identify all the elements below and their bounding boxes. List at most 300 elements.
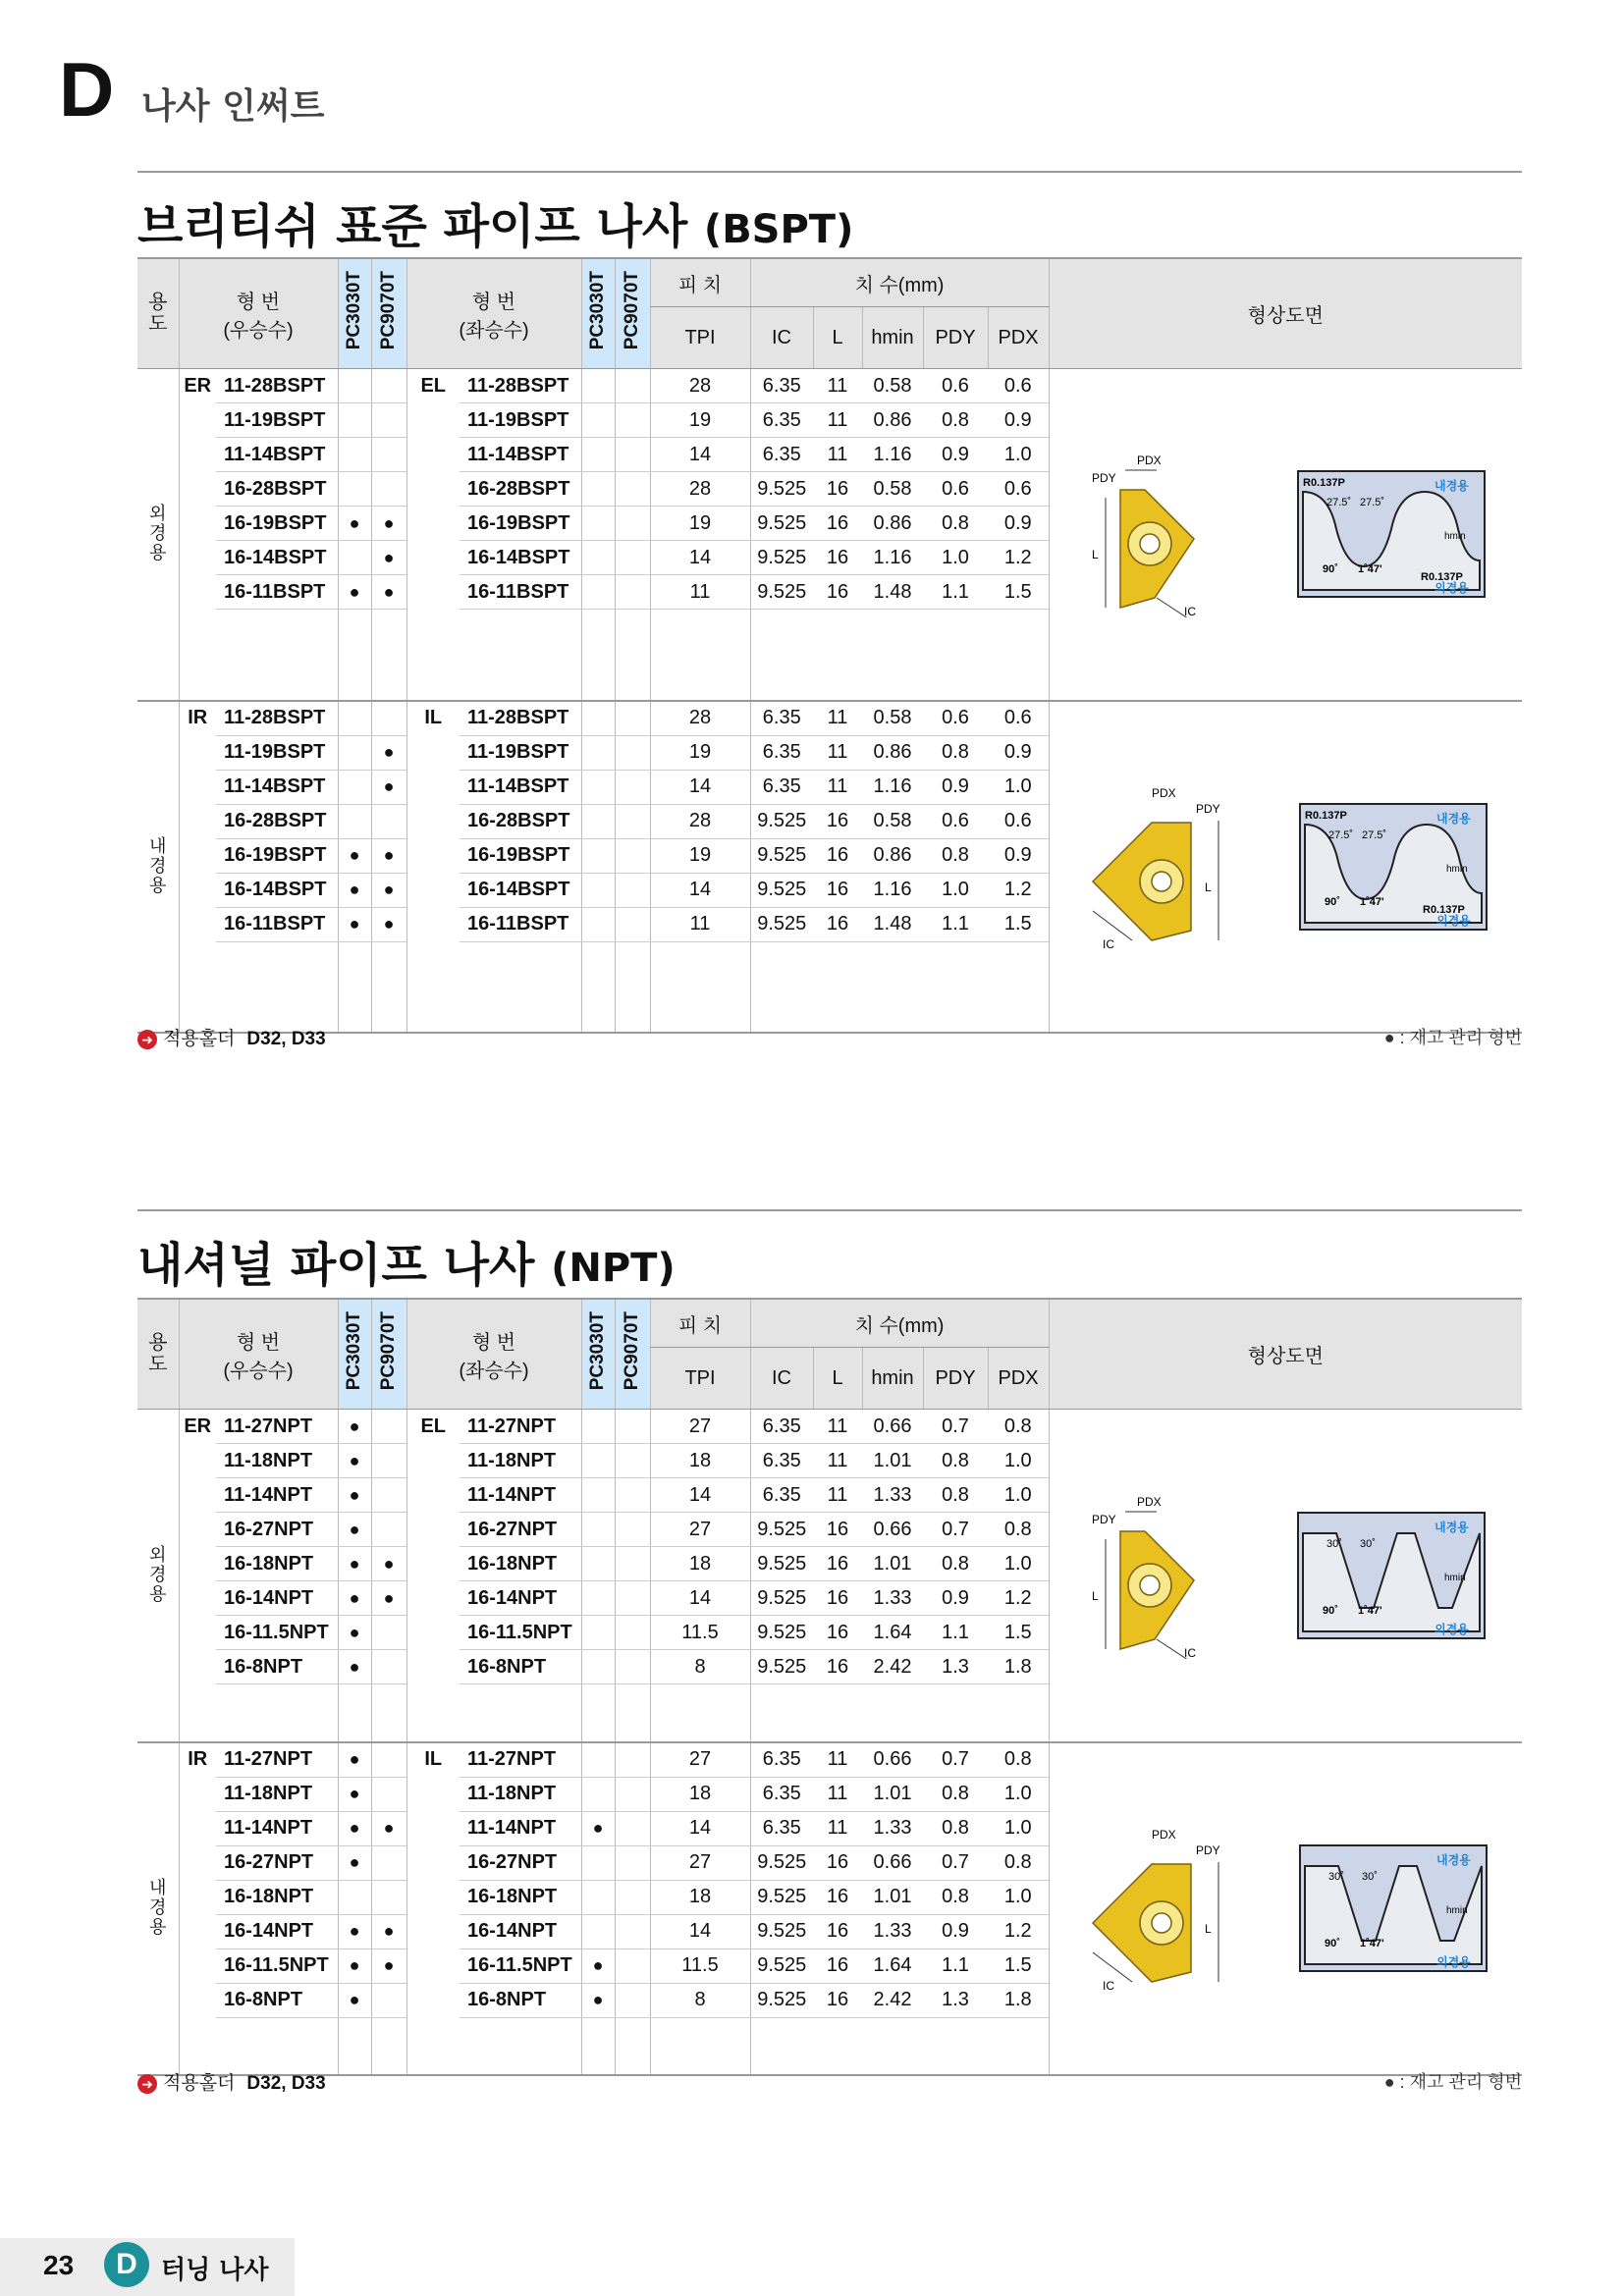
- prefix-right: ER: [184, 1415, 212, 1437]
- model-left: 16-18NPT: [460, 1880, 581, 1914]
- ic-label: IC: [1183, 1645, 1196, 1659]
- stock-dot: [615, 438, 650, 472]
- ic-value: 9.525: [750, 1983, 813, 2017]
- stock-dot: ●: [371, 1914, 406, 1949]
- pdy-value: 0.8: [923, 1811, 988, 1845]
- prefix-right: [179, 1478, 216, 1513]
- pdx-value: 0.9: [988, 735, 1049, 770]
- pdy-value: 1.1: [923, 1949, 988, 1983]
- stock-dot: [615, 770, 650, 804]
- pdx-value: 1.0: [988, 1478, 1049, 1513]
- angle-90-label: 90˚: [1322, 563, 1338, 576]
- stock-dot: [615, 1949, 650, 1983]
- angle-2-label: 30˚: [1362, 1871, 1379, 1884]
- model-left: 11-28BSPT: [460, 701, 581, 736]
- hmin-value: 1.01: [862, 1547, 923, 1581]
- model-right: 16-14NPT: [216, 1914, 338, 1949]
- prefix-right: [179, 1880, 216, 1914]
- stock-dot: [371, 472, 406, 507]
- pdx-label: PDX: [1152, 785, 1177, 800]
- figure-header: 형상도면: [1049, 1299, 1522, 1410]
- tpi-value: 19: [650, 735, 750, 770]
- l-value: 11: [813, 735, 862, 770]
- stock-dot: [581, 1845, 615, 1880]
- model-left: 16-27NPT: [460, 1513, 581, 1547]
- ic-value: 9.525: [750, 1845, 813, 1880]
- pdx-value: 1.5: [988, 907, 1049, 941]
- stock-dot: ●: [581, 1811, 615, 1845]
- prefix-left: [406, 873, 460, 907]
- pdx-value: 0.6: [988, 472, 1049, 507]
- hmin-value: 0.86: [862, 507, 923, 541]
- usage-header: 용 도: [137, 258, 179, 369]
- pitch-header: 피 치: [650, 1299, 750, 1348]
- prefix-left: [406, 735, 460, 770]
- insert-drawing: [1083, 783, 1230, 950]
- ic-value: 9.525: [750, 838, 813, 873]
- usage-cell: 외 경 용: [137, 369, 179, 701]
- stock-dot: [615, 1478, 650, 1513]
- pdx-value: 0.8: [988, 1845, 1049, 1880]
- stock-dot: [615, 1410, 650, 1444]
- pdx-value: 0.8: [988, 1742, 1049, 1778]
- model-right: 16-18NPT: [216, 1880, 338, 1914]
- arrow-circle-icon: ➜: [137, 2074, 157, 2094]
- model-right: 11-18NPT: [216, 1444, 338, 1478]
- hmin-value: 2.42: [862, 1650, 923, 1684]
- l-value: 16: [813, 838, 862, 873]
- stock-dot: ●: [338, 507, 371, 541]
- stock-dot: ●: [371, 907, 406, 941]
- l-value: 11: [813, 403, 862, 438]
- prefix-left: [406, 1949, 460, 1983]
- stock-dot: [615, 804, 650, 838]
- holder-label: 적용홀더: [163, 1029, 236, 1049]
- hmin-label: hmin: [1443, 531, 1466, 543]
- hmin-value: 1.33: [862, 1478, 923, 1513]
- pdy-value: 0.7: [923, 1513, 988, 1547]
- prefix-left: [406, 1914, 460, 1949]
- holder-value: D32, D33: [246, 1029, 326, 1049]
- ic-label: IC: [1103, 936, 1115, 950]
- pdx-value: 1.0: [988, 1547, 1049, 1581]
- pdy-value: 0.9: [923, 1914, 988, 1949]
- hmin-value: 1.33: [862, 1581, 923, 1616]
- grade-pc3030t-header: PC3030T: [338, 258, 371, 369]
- l-value: 16: [813, 873, 862, 907]
- stock-dot: [581, 1410, 615, 1444]
- holder-value: D32, D33: [246, 2073, 326, 2094]
- l-value: 16: [813, 1880, 862, 1914]
- hmin-value: 1.16: [862, 541, 923, 575]
- prefix-right: [179, 1811, 216, 1845]
- prefix-right: [179, 1777, 216, 1811]
- stock-dot: ●: [371, 507, 406, 541]
- stock-dot: [615, 1880, 650, 1914]
- angle-1-label: 30˚: [1326, 1537, 1342, 1550]
- model-left: 11-14NPT: [460, 1811, 581, 1845]
- figure-cell: [1049, 1742, 1522, 2076]
- l-value: 11: [813, 438, 862, 472]
- internal-label: 내경용: [1436, 1853, 1471, 1868]
- model-right: 16-28BSPT: [216, 472, 338, 507]
- l-header: L: [813, 1348, 862, 1410]
- insert-drawing: [1083, 1825, 1230, 1992]
- stock-dot: [581, 1513, 615, 1547]
- tpi-value: 19: [650, 507, 750, 541]
- l-value: 11: [813, 1777, 862, 1811]
- pdx-label: PDX: [1136, 1494, 1162, 1509]
- pdy-value: 0.8: [923, 1547, 988, 1581]
- ic-value: 6.35: [750, 1742, 813, 1778]
- dimensions-header: 치 수(mm): [750, 258, 1049, 307]
- stock-dot: [615, 507, 650, 541]
- pdx-value: 1.2: [988, 1581, 1049, 1616]
- tpi-value: 28: [650, 472, 750, 507]
- stock-dot: ●: [338, 1547, 371, 1581]
- stock-dot: [581, 804, 615, 838]
- stock-dot: [615, 575, 650, 610]
- bspt-table: [137, 257, 1522, 1034]
- hmin-label: hmin: [1443, 1572, 1466, 1583]
- model-right: 11-28BSPT: [216, 369, 338, 403]
- radius-bottom-label: R0.137P: [1420, 571, 1463, 584]
- prefix-left: [406, 472, 460, 507]
- table-row: [137, 369, 1522, 403]
- angle-2-label: 30˚: [1359, 1537, 1376, 1550]
- tpi-header: TPI: [650, 307, 750, 369]
- l-value: 11: [813, 701, 862, 736]
- pdy-value: 0.8: [923, 838, 988, 873]
- usage-header: 용 도: [137, 1299, 179, 1410]
- hmin-value: 0.86: [862, 838, 923, 873]
- grade-pc9070t-header: PC9070T: [615, 258, 650, 369]
- ic-label: IC: [1103, 1979, 1115, 1993]
- hmin-value: 2.42: [862, 1983, 923, 2017]
- thread-profile-drawing: [1297, 1512, 1486, 1639]
- stock-dot: [615, 1983, 650, 2017]
- model-left: 11-14BSPT: [460, 770, 581, 804]
- stock-dot: [581, 1616, 615, 1650]
- bspt-title: [137, 188, 853, 256]
- pdx-value: 1.5: [988, 1616, 1049, 1650]
- stock-dot: [338, 735, 371, 770]
- hmin-value: 0.66: [862, 1513, 923, 1547]
- l-label: L: [1091, 548, 1099, 562]
- hmin-value: 1.01: [862, 1777, 923, 1811]
- prefix-left: [406, 804, 460, 838]
- prefix-left: [406, 1777, 460, 1811]
- hmin-value: 0.58: [862, 701, 923, 736]
- hmin-value: 1.64: [862, 1616, 923, 1650]
- pdy-value: 0.8: [923, 403, 988, 438]
- npt-title: [137, 1227, 676, 1295]
- ic-value: 6.35: [750, 770, 813, 804]
- tpi-value: 28: [650, 804, 750, 838]
- pdy-value: 0.6: [923, 804, 988, 838]
- stock-dot: [338, 541, 371, 575]
- ic-value: 9.525: [750, 541, 813, 575]
- stock-dot: [581, 1478, 615, 1513]
- external-label: 외경용: [1434, 581, 1469, 596]
- tpi-value: 28: [650, 701, 750, 736]
- tpi-value: 14: [650, 1811, 750, 1845]
- l-value: 16: [813, 1616, 862, 1650]
- usage-cell: 외 경 용: [137, 1410, 179, 1742]
- stock-dot: [581, 838, 615, 873]
- radius-top-label: R0.137P: [1302, 477, 1345, 490]
- tpi-value: 11: [650, 907, 750, 941]
- pdx-value: 1.0: [988, 1811, 1049, 1845]
- model-right: 16-28BSPT: [216, 804, 338, 838]
- stock-dot: [615, 735, 650, 770]
- l-value: 16: [813, 1983, 862, 2017]
- hmin-header: hmin: [862, 307, 923, 369]
- pdy-value: 0.8: [923, 507, 988, 541]
- pdy-value: 0.6: [923, 369, 988, 403]
- model-right: 11-14NPT: [216, 1811, 338, 1845]
- hmin-value: 0.66: [862, 1742, 923, 1778]
- model-left: 11-18NPT: [460, 1444, 581, 1478]
- stock-dot: ●: [338, 1616, 371, 1650]
- ic-value: 9.525: [750, 1949, 813, 1983]
- l-value: 16: [813, 1581, 862, 1616]
- pdx-value: 1.8: [988, 1983, 1049, 2017]
- npt-subtitle: (NPT): [551, 1246, 676, 1291]
- stock-dot: ●: [338, 1914, 371, 1949]
- angle-147-label: 1˚47': [1357, 563, 1382, 576]
- pdy-value: 0.9: [923, 1581, 988, 1616]
- stock-dot: [581, 701, 615, 736]
- stock-dot: ●: [371, 1949, 406, 1983]
- stock-dot: ●: [581, 1949, 615, 1983]
- model-right: 11-28BSPT: [216, 701, 338, 736]
- stock-dot: [371, 1845, 406, 1880]
- table-row: [137, 701, 1522, 736]
- stock-dot: ●: [371, 575, 406, 610]
- tpi-value: 11.5: [650, 1616, 750, 1650]
- prefix-left: [406, 541, 460, 575]
- tpi-value: 18: [650, 1444, 750, 1478]
- pdx-value: 1.0: [988, 438, 1049, 472]
- pdx-value: 0.9: [988, 403, 1049, 438]
- prefix-right: [179, 1547, 216, 1581]
- prefix-left: [406, 1581, 460, 1616]
- stock-dot: [581, 1777, 615, 1811]
- tpi-header: TPI: [650, 1348, 750, 1410]
- ic-value: 9.525: [750, 575, 813, 610]
- ic-value: 9.525: [750, 472, 813, 507]
- stock-dot: ●: [581, 1983, 615, 2017]
- stock-dot: [615, 369, 650, 403]
- model-left: 16-19BSPT: [460, 838, 581, 873]
- pdy-value: 0.8: [923, 1478, 988, 1513]
- pdx-label: PDX: [1152, 1828, 1177, 1842]
- pdx-value: 1.2: [988, 541, 1049, 575]
- ic-value: 9.525: [750, 1650, 813, 1684]
- stock-dot: [581, 1547, 615, 1581]
- ic-value: 9.525: [750, 907, 813, 941]
- stock-dot: [338, 438, 371, 472]
- stock-dot: [338, 369, 371, 403]
- holder-label: 적용홀더: [163, 2073, 236, 2094]
- stock-dot: [615, 873, 650, 907]
- thread-profile-drawing: [1299, 803, 1488, 931]
- insert-drawing: [1086, 1492, 1223, 1659]
- hmin-value: 0.58: [862, 369, 923, 403]
- model-right: 16-14BSPT: [216, 873, 338, 907]
- stock-dot: ●: [371, 1547, 406, 1581]
- stock-dot: ●: [371, 873, 406, 907]
- pdy-value: 0.8: [923, 1444, 988, 1478]
- tpi-value: 19: [650, 838, 750, 873]
- pdy-value: 1.0: [923, 873, 988, 907]
- pdy-label: PDY: [1196, 801, 1221, 816]
- tpi-value: 18: [650, 1880, 750, 1914]
- figure-header: 형상도면: [1049, 258, 1522, 369]
- prefix-right: ER: [184, 374, 212, 397]
- stock-dot: ●: [371, 838, 406, 873]
- table-row: [137, 1742, 1522, 1778]
- l-value: 16: [813, 1949, 862, 1983]
- tpi-value: 14: [650, 873, 750, 907]
- ic-value: 9.525: [750, 1581, 813, 1616]
- stock-dot: [371, 1513, 406, 1547]
- ic-value: 6.35: [750, 1777, 813, 1811]
- prefix-right: [179, 1845, 216, 1880]
- stock-dot: [338, 804, 371, 838]
- tpi-value: 28: [650, 369, 750, 403]
- npt-note: ● : 재고 관리 형번: [1383, 2072, 1522, 2092]
- stock-dot: [615, 838, 650, 873]
- stock-dot: [371, 701, 406, 736]
- ic-header: IC: [750, 307, 813, 369]
- l-value: 16: [813, 472, 862, 507]
- pdx-value: 1.5: [988, 575, 1049, 610]
- model-right: 11-18NPT: [216, 1777, 338, 1811]
- model-left: 11-18NPT: [460, 1777, 581, 1811]
- model-right: 16-8NPT: [216, 1983, 338, 2017]
- stock-dot: ●: [338, 1742, 371, 1778]
- prefix-right: [179, 873, 216, 907]
- grade-pc3030t-header: PC3030T: [581, 1299, 615, 1410]
- model-right: 16-11BSPT: [216, 907, 338, 941]
- prefix-left: [406, 1547, 460, 1581]
- pdy-value: 1.1: [923, 575, 988, 610]
- l-value: 11: [813, 1478, 862, 1513]
- hmin-label: hmin: [1446, 863, 1468, 875]
- model-left: 16-8NPT: [460, 1983, 581, 2017]
- prefix-left: IL: [406, 701, 460, 736]
- stock-dot: ●: [338, 873, 371, 907]
- pdy-value: 0.7: [923, 1742, 988, 1778]
- figure-cell: [1049, 701, 1522, 1034]
- stock-dot: [371, 804, 406, 838]
- model-right: 16-19BSPT: [216, 838, 338, 873]
- thread-profile-drawing: [1297, 470, 1486, 598]
- pdy-value: 0.9: [923, 770, 988, 804]
- npt-title-text: 내셔널 파이프 나사: [137, 1238, 535, 1293]
- grade-pc9070t-header: PC9070T: [371, 1299, 406, 1410]
- tpi-value: 11.5: [650, 1949, 750, 1983]
- prefix-left: [406, 770, 460, 804]
- pdy-value: 0.8: [923, 735, 988, 770]
- tpi-value: 27: [650, 1742, 750, 1778]
- prefix-right: [179, 1581, 216, 1616]
- prefix-right: [179, 1650, 216, 1684]
- ic-label: IC: [1183, 605, 1196, 618]
- prefix-left: [406, 507, 460, 541]
- model-right: 16-11.5NPT: [216, 1616, 338, 1650]
- stock-dot: ●: [371, 1581, 406, 1616]
- model-left-header: 형 번 (좌승수): [406, 1299, 581, 1410]
- stock-dot: [581, 369, 615, 403]
- stock-dot: [581, 1880, 615, 1914]
- hmin-value: 1.33: [862, 1914, 923, 1949]
- hmin-value: 0.58: [862, 804, 923, 838]
- stock-dot: [615, 1777, 650, 1811]
- ic-value: 6.35: [750, 438, 813, 472]
- pdy-value: 1.0: [923, 541, 988, 575]
- tpi-value: 27: [650, 1845, 750, 1880]
- hmin-value: 1.48: [862, 575, 923, 610]
- prefix-left: EL: [406, 1410, 460, 1444]
- stock-dot: [615, 1616, 650, 1650]
- stock-dot: ●: [338, 1410, 371, 1444]
- hmin-value: 0.58: [862, 472, 923, 507]
- model-right: 11-19BSPT: [216, 735, 338, 770]
- pdx-value: 1.0: [988, 1444, 1049, 1478]
- stock-dot: [615, 1914, 650, 1949]
- angle-90-label: 90˚: [1322, 1604, 1338, 1617]
- prefix-left: [406, 1983, 460, 2017]
- stock-dot: [581, 1444, 615, 1478]
- prefix-right: [179, 735, 216, 770]
- thread-profile-drawing: [1299, 1844, 1488, 1972]
- model-left: 16-27NPT: [460, 1845, 581, 1880]
- pdx-value: 0.9: [988, 838, 1049, 873]
- prefix-right: [179, 1616, 216, 1650]
- chapter-letter: D: [59, 46, 115, 133]
- stock-dot: ●: [338, 1650, 371, 1684]
- model-right: 16-8NPT: [216, 1650, 338, 1684]
- prefix-right: [179, 575, 216, 610]
- ic-value: 9.525: [750, 1616, 813, 1650]
- model-right: 11-27NPT: [216, 1742, 338, 1778]
- stock-dot: [338, 1880, 371, 1914]
- model-right-header: 형 번 (우승수): [179, 258, 338, 369]
- model-right: 11-27NPT: [216, 1410, 338, 1444]
- pdy-value: 0.9: [923, 438, 988, 472]
- stock-dot: [581, 438, 615, 472]
- model-right: 16-11.5NPT: [216, 1949, 338, 1983]
- pitch-header: 피 치: [650, 258, 750, 307]
- prefix-right: [179, 838, 216, 873]
- figure-cell: [1049, 1410, 1522, 1742]
- model-left: 11-19BSPT: [460, 735, 581, 770]
- prefix-right: [179, 438, 216, 472]
- pdy-value: 1.3: [923, 1983, 988, 2017]
- hmin-value: 1.01: [862, 1880, 923, 1914]
- usage-cell: 내 경 용: [137, 1742, 179, 2076]
- l-value: 16: [813, 541, 862, 575]
- tpi-value: 19: [650, 403, 750, 438]
- stock-dot: [615, 1650, 650, 1684]
- model-right: 11-14BSPT: [216, 770, 338, 804]
- prefix-left: EL: [406, 369, 460, 403]
- hmin-value: 1.01: [862, 1444, 923, 1478]
- bspt-subtitle: (BSPT): [703, 207, 854, 252]
